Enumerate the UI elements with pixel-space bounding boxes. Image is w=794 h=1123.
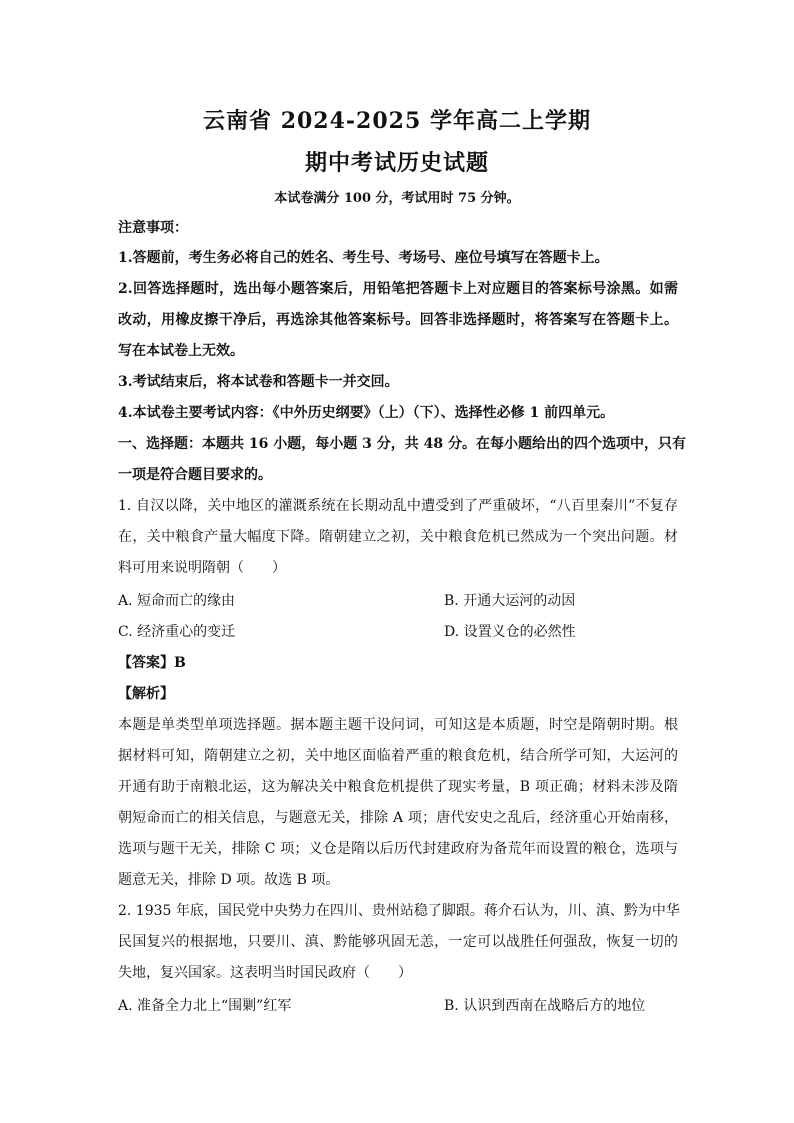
q2-stem-line3: 失地，复兴国家。这表明当时国民政府（ ） <box>118 965 412 981</box>
exam-duration-note: 本试卷满分 100 分，考试用时 75 分钟。 <box>274 191 520 206</box>
q1-analysis-line3: 开通有助于南粮北运，这为解决关中粮食危机提供了现实考量，B 项正确；材料未涉及隋 <box>118 779 678 795</box>
q1-option-a: A. 短命而亡的缘由 <box>118 593 236 609</box>
q1-analysis-line1: 本题是单类型单项选择题。据本题主题干设问词，可知这是本质题，时空是隋朝时期。根 <box>118 717 678 733</box>
q1-analysis-label: 【解析】 <box>118 686 174 702</box>
exam-title-line2: 期中考试历史试题 <box>304 150 489 176</box>
q2-stem-line2: 民国复兴的根据地，只要川、滇、黔能够巩固无恙，一定可以战胜任何强敌，恢复一切的 <box>118 934 678 950</box>
q1-option-c: C. 经济重心的变迁 <box>118 624 236 640</box>
notes-item-3: 3.考试结束后，将本试卷和答题卡一并交回。 <box>118 374 399 390</box>
notes-heading: 注意事项： <box>118 220 188 236</box>
exam-title-line1: 云南省 2024-2025 学年高二上学期 <box>203 108 591 134</box>
notes-item-4: 4.本试卷主要考试内容：《中外历史纲要》（上）（下）、选择性必修 1 前四单元。 <box>118 405 615 421</box>
notes-item-1: 1.答题前，考生务必将自己的姓名、考生号、考场号、座位号填写在答题卡上。 <box>118 250 609 266</box>
q1-analysis-line6: 题意无关，排除 D 项。故选 B 项。 <box>118 872 340 888</box>
q2-stem-line1: 2. 1935 年底，国民党中央势力在四川、贵州站稳了脚跟。蒋介石认为，川、滇、黔为中华 <box>118 903 680 919</box>
q1-stem-line3: 料可用来说明隋朝（ ） <box>118 560 286 576</box>
section-heading-line2: 一项是符合题目要求的。 <box>118 467 272 483</box>
q2-option-b: B. 认识到西南在战略后方的地位 <box>444 998 646 1014</box>
notes-item-2-line1: 2.回答选择题时，选出每小题答案后，用铅笔把答题卡上对应题目的答案标号涂黑。如需 <box>118 281 678 297</box>
q1-analysis-line2: 据材料可知，隋朝建立之初，关中地区面临着严重的粮食危机，结合所学可知，大运河的 <box>118 748 678 764</box>
q1-option-d: D. 设置义仓的必然性 <box>444 624 576 640</box>
q1-analysis-line5: 选项与题干无关，排除 C 项；义仓是隋以后历代封建政府为备荒年而设置的粮仓，选项与 <box>118 841 678 857</box>
q1-stem-line2: 在，关中粮食产量大幅度下降。隋朝建立之初，关中粮食危机已然成为一个突出问题。材 <box>118 529 678 545</box>
q2-option-a: A. 准备全力北上“围剿”红军 <box>118 998 292 1014</box>
q1-option-b: B. 开通大运河的动因 <box>444 593 576 609</box>
notes-item-2-line2: 改动，用橡皮擦干净后，再选涂其他答案标号。回答非选择题时，将答案写在答题卡上。 <box>118 312 678 328</box>
section-heading-line1: 一、选择题：本题共 16 小题，每小题 3 分，共 48 分。在每小题给出的四个选项中，只有 <box>118 436 686 452</box>
q1-stem-line1: 1. 自汉以降，关中地区的灌溉系统在长期动乱中遭受到了严重破坏，“八百里秦川”不复存 <box>118 498 678 514</box>
q1-answer: 【答案】B <box>118 655 186 671</box>
notes-item-2-line3: 写在本试卷上无效。 <box>118 343 244 359</box>
q1-analysis-line4: 朝短命而亡的相关信息，与题意无关，排除 A 项；唐代安史之乱后，经济重心开始南移， <box>118 810 678 826</box>
